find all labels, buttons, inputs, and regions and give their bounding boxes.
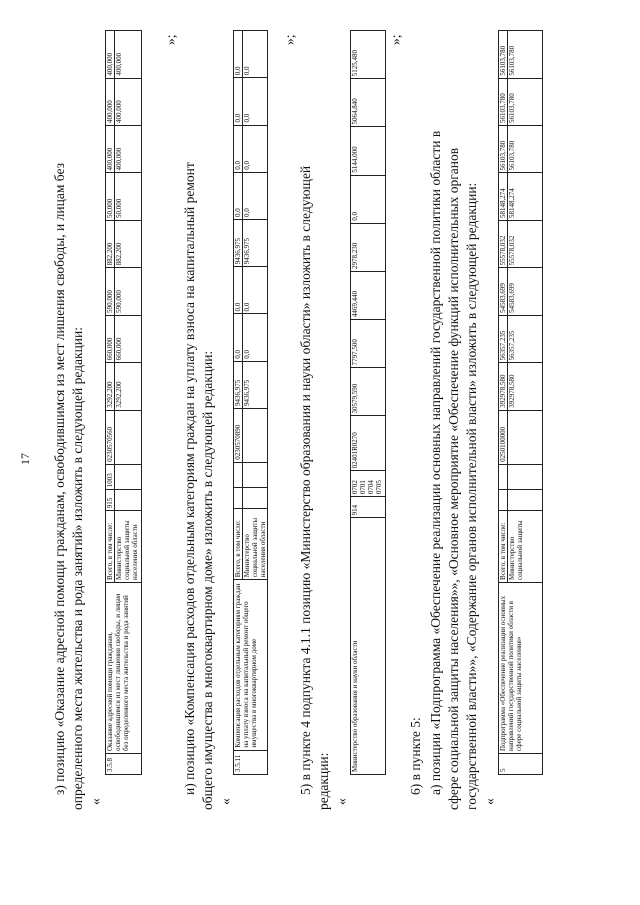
row-name: Подпрограмма «Обеспечение реализации основных направлений государственной политики области в сфере социальной защиты населения»	[499, 582, 543, 753]
cell: 58148,274	[508, 173, 543, 220]
target: 02401R0270	[351, 416, 386, 471]
cell: 0,0	[243, 31, 268, 78]
sec-2: 0704	[367, 480, 375, 495]
cell	[508, 410, 543, 464]
cell: 400,000	[115, 126, 142, 173]
sec-6-line3: государственной власти»», «Содержание органов исполнительной власти» изложить в следующей редакции:	[464, 182, 479, 810]
cell: 50,000	[106, 173, 115, 220]
cell: 50,000	[115, 173, 142, 220]
sec-i-table	[233, 30, 268, 775]
row-num: 5	[499, 754, 543, 775]
cell	[508, 490, 543, 511]
row-name: Министерство образования и науки области	[351, 518, 386, 775]
cell: 56357,235	[499, 315, 508, 362]
sec: 1003	[106, 464, 115, 489]
cell: 0,0	[234, 314, 243, 361]
cell: 9436,975	[234, 361, 243, 408]
cell: 3292,200	[106, 363, 115, 410]
sec-5-line2: редакции:	[316, 752, 331, 810]
cell: 56103,780	[508, 78, 543, 125]
sec-z-line1: з) позицию «Оказание адресной помощи гражданам, освободившимся из мест лишения свободы, и лицам без	[52, 163, 67, 795]
row-name: Оказание адресной помощи гражданам, освободившимся из мест лишения свободы, и лицам без определенного места жительства и рода занятий	[106, 582, 142, 753]
cell: 56103,780	[499, 78, 508, 125]
cell: 4469,440	[351, 271, 386, 319]
row-sub1: Всего, в том числе:	[499, 511, 508, 583]
cell: 0,0	[234, 267, 243, 314]
sec-1: 0701	[359, 480, 367, 495]
cell: 590,000	[115, 268, 142, 315]
row-sub1: Всего, в том числе:	[234, 508, 243, 579]
target: 0250100000	[499, 410, 508, 464]
cell	[243, 462, 268, 487]
cell: 5125,480	[351, 31, 386, 79]
sec-5-line1: 5) в пункте 4 подпункта 4.1.1 позицию «Министерство образования и науки области» изложить в следующей	[298, 165, 313, 795]
sec-i-line2: общего имущества в многоквартирном доме» изложить в следующей редакции:	[200, 350, 215, 810]
cell: 5064,840	[351, 79, 386, 127]
sec-0: 0702	[351, 480, 359, 495]
cell	[499, 464, 508, 489]
sec-5-close: »;	[388, 34, 403, 45]
cell: 0,0	[234, 31, 243, 78]
cell	[508, 464, 543, 489]
cell: 0,0	[243, 78, 268, 125]
cell: 58148,274	[499, 173, 508, 220]
cell: 5144,000	[351, 127, 386, 175]
cell: 400,000	[106, 126, 115, 173]
target: 0230570560	[106, 410, 115, 464]
code: 914	[351, 497, 386, 518]
cell: 9436,975	[234, 220, 243, 267]
cell: 882,200	[115, 220, 142, 267]
cell: 3292,200	[115, 363, 142, 410]
cell: 56103,780	[508, 31, 543, 79]
cell: 55578,032	[499, 220, 508, 267]
cell: 400,000	[115, 31, 142, 79]
cell: 9436,975	[243, 361, 268, 408]
cell: 0,0	[234, 125, 243, 172]
sec-6-line0: 6) в пункте 5:	[408, 717, 423, 795]
sec-6-table	[498, 30, 543, 775]
row-name: Компенсация расходов отдельным категориям граждан на уплату взноса на капитальный ремонт общего имущества в многоквартирном доме	[234, 580, 268, 750]
cell: 56103,780	[499, 126, 508, 173]
sec-6-open-quote: «	[482, 798, 497, 805]
sec-i-open-quote: «	[218, 798, 233, 805]
cell: 54583,699	[508, 268, 543, 315]
cell: 400,000	[106, 31, 115, 79]
cell	[243, 488, 268, 509]
sec-i-close: »;	[282, 34, 297, 45]
cell	[115, 410, 142, 464]
cell: 55578,032	[508, 220, 543, 267]
sec-3: 0705	[375, 480, 383, 495]
cell: 56103,780	[499, 31, 508, 79]
cell: 0,0	[234, 78, 243, 125]
row-sub2: Министерство социальной защиты населения области	[115, 511, 142, 583]
cell: 0,0	[243, 172, 268, 219]
cell: 2978,230	[351, 223, 386, 271]
cell: 0,0	[234, 172, 243, 219]
cell	[115, 464, 142, 489]
cell: 7797,500	[351, 320, 386, 368]
cell: 400,000	[106, 78, 115, 125]
cell: 54583,699	[499, 268, 508, 315]
cell: 392978,580	[499, 363, 508, 410]
page-number: 17	[18, 453, 32, 465]
cell: 0,0	[243, 125, 268, 172]
cell	[234, 488, 243, 509]
cell	[499, 490, 508, 511]
sec-5-open-quote: «	[334, 798, 349, 805]
target: 0230570890	[234, 408, 243, 462]
row-sub2: Министерство социальной защиты населения области	[243, 508, 268, 579]
sec-5-table	[350, 30, 386, 775]
sections	[351, 471, 386, 497]
row-sub2: Министерство социальной защиты	[508, 511, 543, 583]
cell: 392978,580	[508, 363, 543, 410]
cell: 400,000	[115, 78, 142, 125]
cell: 9436,975	[243, 220, 268, 267]
cell	[234, 462, 243, 487]
cell: 30579,590	[351, 368, 386, 416]
cell: 590,000	[106, 268, 115, 315]
sec-6-line2: сфере социальной защиты населения»», «Основное мероприятие «Обеспечение функций исполнительных органов	[446, 147, 461, 810]
sec-z-table	[105, 30, 142, 775]
cell: 56103,780	[508, 126, 543, 173]
cell: 0,0	[243, 267, 268, 314]
row-num: 3.5.11	[234, 750, 268, 774]
sec-z-line2: определенного места жительства и рода занятий» изложить в следующей редакции:	[70, 326, 85, 810]
row-num: 3.5.8	[106, 754, 142, 775]
cell: 660,000	[115, 315, 142, 362]
cell: 0,0	[351, 175, 386, 223]
cell: 660,000	[106, 315, 115, 362]
cell	[115, 490, 142, 511]
cell: 56357,235	[508, 315, 543, 362]
row-sub1: Всего, в том числе:	[106, 511, 115, 583]
cell: 0,0	[243, 314, 268, 361]
sec-z-close: »;	[163, 34, 178, 45]
sec-i-line1: и) позицию «Компенсация расходов отдельным категориям граждан на уплату взноса на капитальный ремонт	[182, 162, 197, 795]
sec-6-line1: а) позиции «Подпрограмма «Обеспечение реализации основных направлений государственной политики области в	[428, 130, 443, 795]
code: 915	[106, 490, 115, 511]
cell: 882,200	[106, 220, 115, 267]
sec-z-open-quote: «	[88, 798, 103, 805]
cell	[243, 408, 268, 462]
